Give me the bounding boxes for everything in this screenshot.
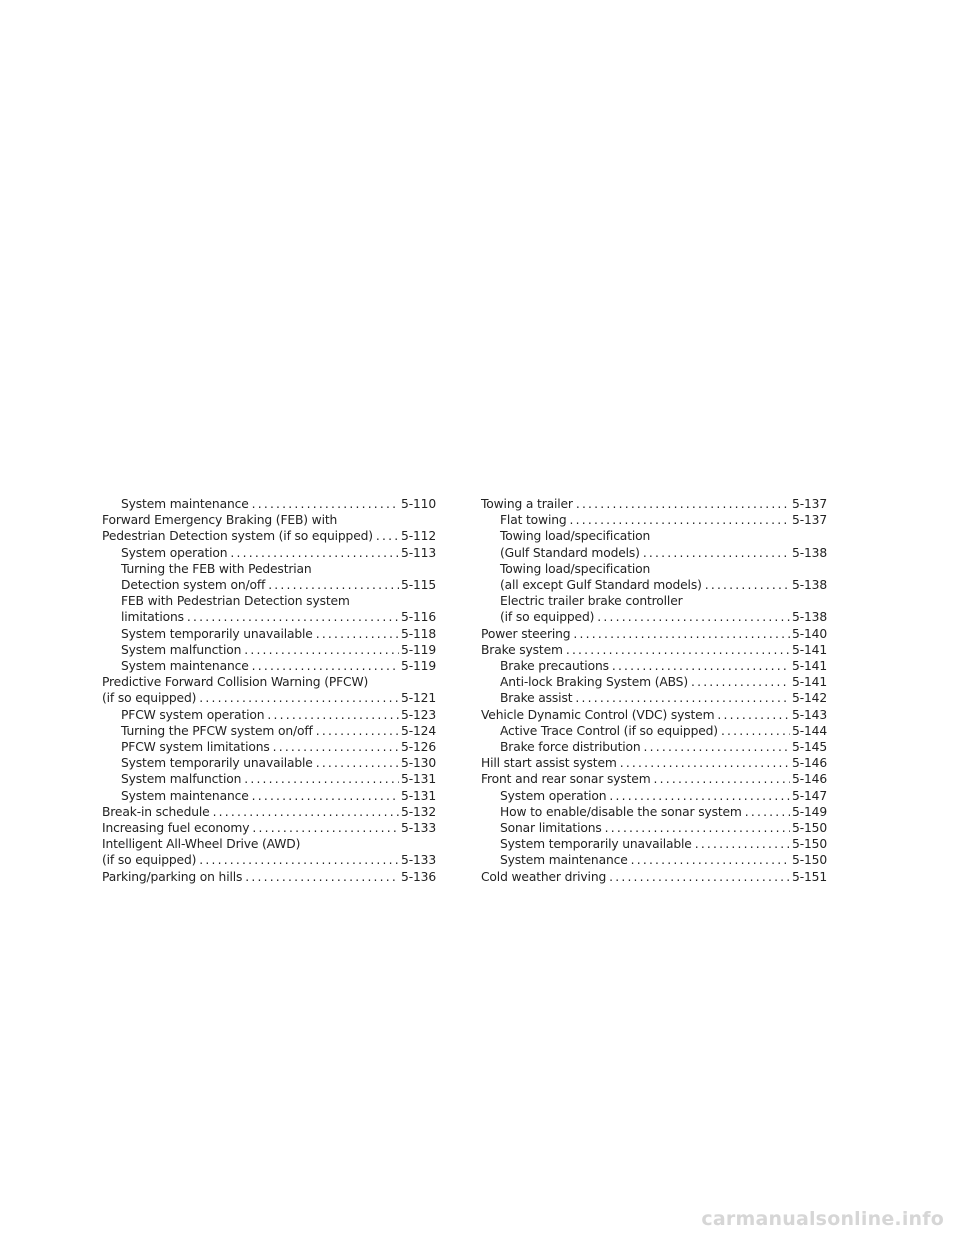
- toc-left-column: [102, 496, 436, 885]
- toc-entry[interactable]: [102, 788, 436, 804]
- dot-leader: [654, 771, 790, 787]
- toc-entry-title: (if so equipped): [500, 610, 595, 625]
- toc-entry[interactable]: [481, 739, 827, 755]
- toc-page-number: 5-118: [401, 626, 436, 641]
- toc-entry[interactable]: [102, 512, 436, 544]
- toc-page-number: 5-124: [401, 723, 436, 738]
- toc-page-number: 5-150: [792, 821, 827, 836]
- dot-leader: [244, 771, 399, 787]
- toc-entry-title: PFCW system limitations: [121, 740, 270, 755]
- toc-entry-title: Parking/parking on hills: [102, 869, 243, 884]
- toc-entry[interactable]: [102, 674, 436, 706]
- toc-entry[interactable]: [102, 755, 436, 771]
- toc-page-number: 5-136: [401, 869, 436, 884]
- toc-page-number: 5-113: [401, 545, 436, 560]
- toc-entry-title-line: Predictive Forward Collision Warning (PFCW): [102, 675, 369, 690]
- toc-entry[interactable]: [102, 642, 436, 658]
- dot-leader: [267, 707, 399, 723]
- toc-entry-title: System maintenance: [121, 659, 249, 674]
- dot-leader: [573, 626, 790, 642]
- toc-page-number: 5-137: [792, 513, 827, 528]
- dot-leader: [721, 723, 790, 739]
- toc-entry-title: System operation: [121, 545, 228, 560]
- dot-leader: [252, 658, 399, 674]
- dot-leader: [609, 869, 790, 885]
- toc-page-number: 5-141: [792, 659, 827, 674]
- toc-page-number: 5-132: [401, 804, 436, 819]
- toc-entry[interactable]: [481, 836, 827, 852]
- toc-page-number: 5-121: [401, 691, 436, 706]
- toc-entry-title: Detection system on/off: [121, 578, 266, 593]
- toc-entry-title: limitations: [121, 610, 184, 625]
- watermark: carmanualsonline.info: [701, 1208, 944, 1230]
- toc-entry-title-line: Towing load/specification: [500, 561, 651, 576]
- toc-page-number: 5-116: [401, 610, 436, 625]
- toc-entry-title: Anti-lock Braking System (ABS): [500, 675, 688, 690]
- dot-leader: [644, 739, 790, 755]
- toc-entry[interactable]: [102, 496, 436, 512]
- dot-leader: [566, 642, 790, 658]
- toc-entry-title: System maintenance: [121, 788, 249, 803]
- toc-entry-title: Brake assist: [500, 691, 573, 706]
- toc-entry-title-line: FEB with Pedestrian Detection system: [121, 594, 350, 609]
- dot-leader: [273, 739, 399, 755]
- dot-leader: [230, 545, 399, 561]
- toc-entry-title: System operation: [500, 788, 607, 803]
- toc-page-number: 5-150: [792, 837, 827, 852]
- toc-page-number: 5-131: [401, 788, 436, 803]
- toc-entry[interactable]: [481, 755, 827, 771]
- toc-page-number: 5-142: [792, 691, 827, 706]
- dot-leader: [620, 755, 790, 771]
- toc-page-number: 5-140: [792, 626, 827, 641]
- toc-page-number: 5-133: [401, 821, 436, 836]
- dot-leader: [252, 496, 399, 512]
- dot-leader: [576, 496, 790, 512]
- toc-entry[interactable]: [481, 869, 827, 885]
- dot-leader: [705, 577, 790, 593]
- toc-entry-title: Power steering: [481, 626, 571, 641]
- toc-page-number: 5-143: [792, 707, 827, 722]
- toc-entry[interactable]: [102, 707, 436, 723]
- toc-entry[interactable]: [102, 771, 436, 787]
- toc-entry[interactable]: [481, 707, 827, 723]
- toc-entry[interactable]: [481, 658, 827, 674]
- toc-entry-title: Brake precautions: [500, 659, 609, 674]
- toc-page-number: 5-131: [401, 772, 436, 787]
- dot-leader: [745, 804, 790, 820]
- toc-entry[interactable]: [481, 496, 827, 512]
- toc-page-number: 5-115: [401, 578, 436, 593]
- toc-page-number: 5-126: [401, 740, 436, 755]
- toc-entry-title: Flat towing: [500, 513, 567, 528]
- toc-page-number: 5-146: [792, 756, 827, 771]
- toc-entry-title: System malfunction: [121, 772, 242, 787]
- toc-entry-title: Break-in schedule: [102, 804, 210, 819]
- toc-entry-title: Brake force distribution: [500, 740, 641, 755]
- toc-page-number: 5-147: [792, 788, 827, 803]
- dot-leader: [187, 609, 399, 625]
- toc-page-number: 5-141: [792, 642, 827, 657]
- toc-entry[interactable]: [481, 804, 827, 820]
- toc-entry-title: (if so equipped): [102, 691, 197, 706]
- toc-entry-title: Brake system: [481, 642, 563, 657]
- toc-entry-title-line: Towing load/specification: [500, 529, 651, 544]
- toc-page-number: 5-138: [792, 610, 827, 625]
- toc-page-number: 5-145: [792, 740, 827, 755]
- dot-leader: [199, 852, 399, 868]
- dot-leader: [717, 707, 790, 723]
- toc-page-number: 5-137: [792, 497, 827, 511]
- dot-leader: [213, 804, 399, 820]
- toc-entry-title: (if so equipped): [102, 853, 197, 868]
- toc-entry-title: System temporarily unavailable: [121, 756, 313, 771]
- toc-entry[interactable]: [481, 723, 827, 739]
- toc-entry[interactable]: [481, 642, 827, 658]
- toc-entry-title: Towing a trailer: [481, 497, 573, 511]
- toc-entry-title-line: Forward Emergency Braking (FEB) with: [102, 513, 338, 528]
- dot-leader: [199, 690, 399, 706]
- toc-page-number: 5-149: [792, 804, 827, 819]
- toc-page-number: 5-119: [401, 642, 436, 657]
- dot-leader: [570, 512, 790, 528]
- dot-leader: [316, 723, 399, 739]
- toc-entry[interactable]: [102, 820, 436, 836]
- toc-page-number: 5-146: [792, 772, 827, 787]
- toc-entry[interactable]: [102, 723, 436, 739]
- toc-entry-title: Turning the PFCW system on/off: [121, 723, 313, 738]
- toc-entry[interactable]: [102, 836, 436, 868]
- toc-page-number: 5-138: [792, 578, 827, 593]
- toc-entry[interactable]: [102, 869, 436, 885]
- toc-entry-title: System maintenance: [500, 853, 628, 868]
- toc-entry-title: (all except Gulf Standard models): [500, 578, 702, 593]
- toc-entry-title: (Gulf Standard models): [500, 545, 640, 560]
- dot-leader: [612, 658, 790, 674]
- toc-entry[interactable]: [481, 852, 827, 868]
- toc-entry[interactable]: [102, 545, 436, 561]
- toc-entry[interactable]: [102, 593, 436, 625]
- toc-entry[interactable]: [102, 658, 436, 674]
- toc-entry[interactable]: [481, 512, 827, 528]
- dot-leader: [268, 577, 399, 593]
- toc-entry-title: Sonar limitations: [500, 821, 602, 836]
- dot-leader: [609, 788, 790, 804]
- toc-entry[interactable]: [481, 788, 827, 804]
- dot-leader: [691, 674, 790, 690]
- toc-page-number: 5-133: [401, 853, 436, 868]
- toc-entry[interactable]: [102, 561, 436, 593]
- toc-entry[interactable]: [102, 739, 436, 755]
- toc-page-number: 5-150: [792, 853, 827, 868]
- toc-entry-title: Pedestrian Detection system (if so equipped): [102, 529, 373, 544]
- toc-entry[interactable]: [481, 528, 827, 560]
- dot-leader: [597, 609, 790, 625]
- toc-entry[interactable]: [481, 690, 827, 706]
- toc-entry[interactable]: [481, 674, 827, 690]
- toc-entry-title: System maintenance: [121, 497, 249, 511]
- toc-entry-title: Hill start assist system: [481, 756, 617, 771]
- toc-entry-title-line: Intelligent All-Wheel Drive (AWD): [102, 837, 301, 852]
- toc-page-number: 5-112: [401, 529, 436, 544]
- toc-entry-title: System malfunction: [121, 642, 242, 657]
- toc-entry-title: System temporarily unavailable: [121, 626, 313, 641]
- toc-entry-title-line: Turning the FEB with Pedestrian: [121, 561, 312, 576]
- toc-entry-title: Front and rear sonar system: [481, 772, 651, 787]
- toc-page-number: 5-138: [792, 545, 827, 560]
- toc-page-number: 5-151: [792, 869, 827, 884]
- toc-entry[interactable]: [102, 804, 436, 820]
- dot-leader: [643, 545, 790, 561]
- toc-entry-title: How to enable/disable the sonar system: [500, 804, 742, 819]
- toc-page-number: 5-144: [792, 723, 827, 738]
- dot-leader: [245, 869, 399, 885]
- toc-page-number: 5-110: [401, 497, 436, 511]
- dot-leader: [252, 820, 399, 836]
- dot-leader: [695, 836, 790, 852]
- dot-leader: [605, 820, 790, 836]
- toc-entry-title: Cold weather driving: [481, 869, 607, 884]
- toc-entry-title: System temporarily unavailable: [500, 837, 692, 852]
- toc-entry[interactable]: [481, 820, 827, 836]
- toc-entry-title: Vehicle Dynamic Control (VDC) system: [481, 707, 715, 722]
- toc-page-number: 5-119: [401, 659, 436, 674]
- toc-page-number: 5-123: [401, 707, 436, 722]
- toc-right-column: [481, 496, 827, 885]
- dot-leader: [376, 528, 399, 544]
- dot-leader: [631, 852, 790, 868]
- toc-entry[interactable]: [481, 626, 827, 642]
- toc-entry[interactable]: [481, 593, 827, 625]
- toc-page-number: 5-141: [792, 675, 827, 690]
- dot-leader: [244, 642, 399, 658]
- toc-entry-title: PFCW system operation: [121, 707, 265, 722]
- toc-entry[interactable]: [481, 561, 827, 593]
- dot-leader: [316, 626, 399, 642]
- dot-leader: [316, 755, 399, 771]
- dot-leader: [575, 690, 790, 706]
- dot-leader: [252, 788, 399, 804]
- toc-page-number: 5-130: [401, 756, 436, 771]
- toc-entry-title-line: Electric trailer brake controller: [500, 594, 683, 609]
- toc-entry-title: Increasing fuel economy: [102, 821, 250, 836]
- toc-entry[interactable]: [102, 626, 436, 642]
- toc-entry-title: Active Trace Control (if so equipped): [500, 723, 718, 738]
- toc-entry[interactable]: [481, 771, 827, 787]
